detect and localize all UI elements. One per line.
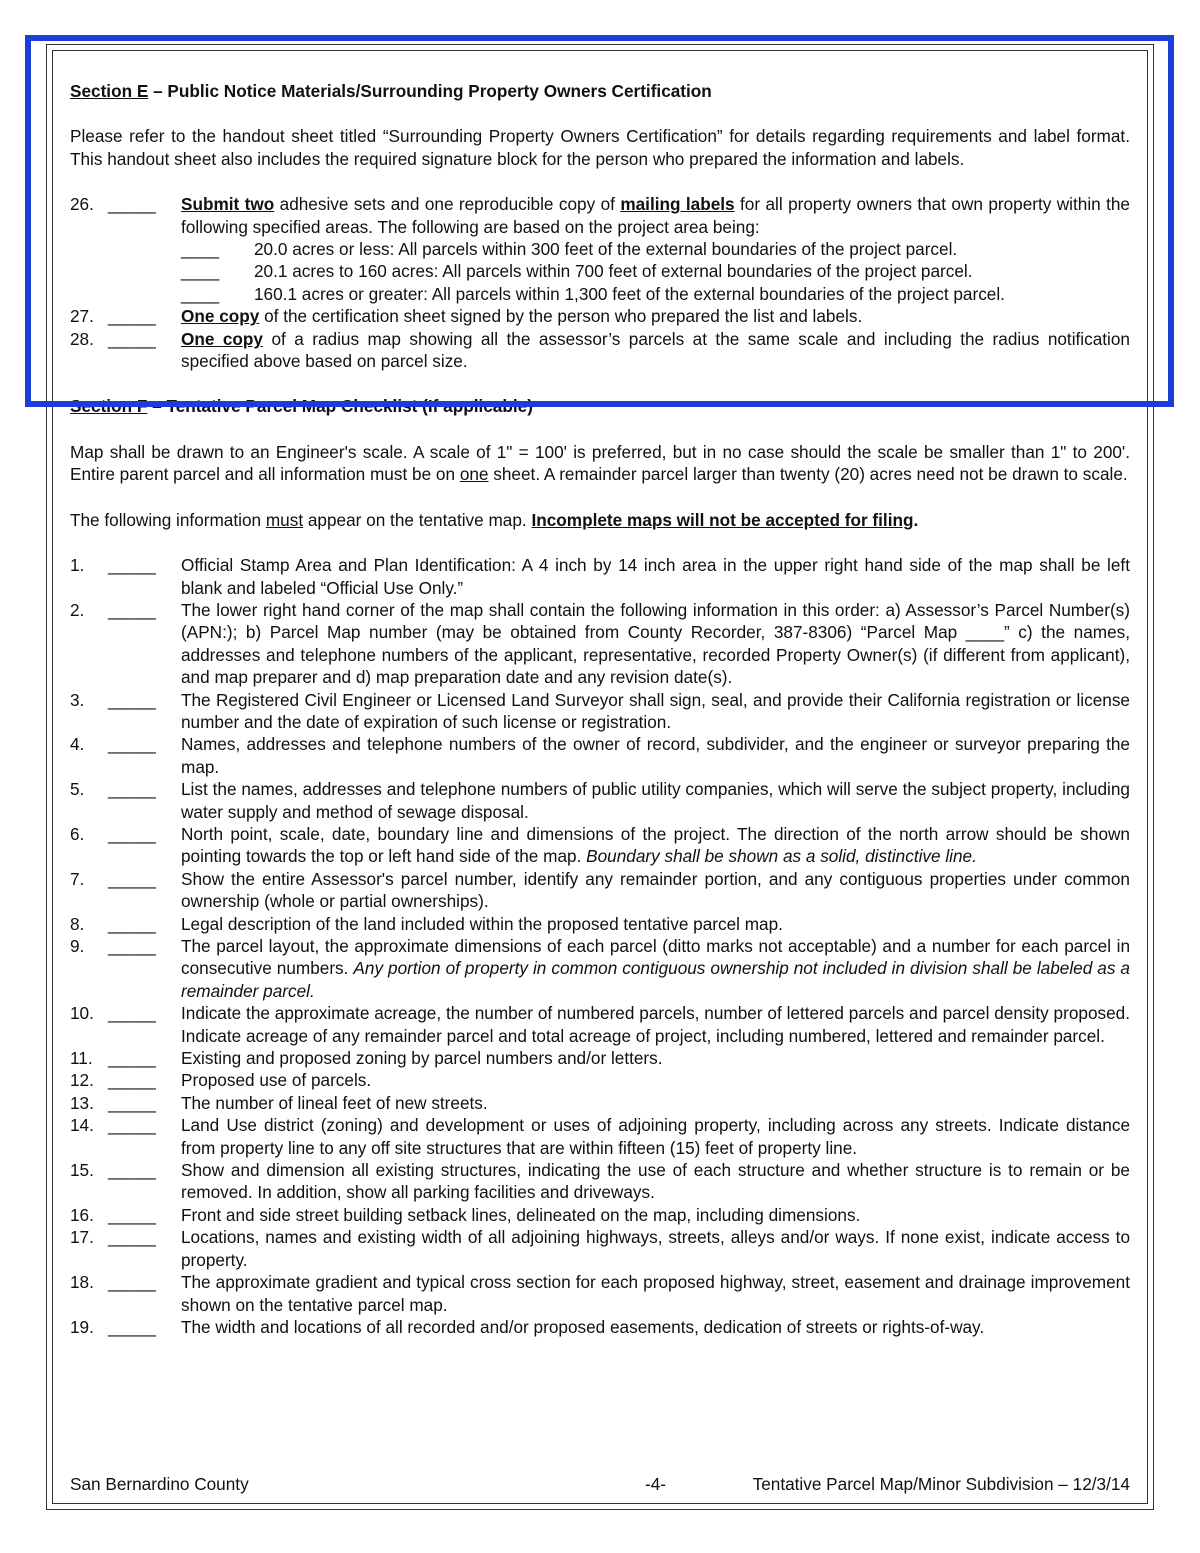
check-blank[interactable]: _____ [108,734,156,755]
option-text: 20.0 acres or less: All parcels within 300 feet of the external boundaries of the project parcel. [254,239,958,260]
item-number: 2. [70,599,85,620]
check-blank[interactable]: _____ [108,913,156,934]
item-number: 12. [70,1070,94,1091]
check-blank[interactable]: _____ [108,1092,156,1113]
intro-text: Map shall be drawn to an Engineer's scale. A scale of 1" = 100' is preferred, but in no case should the scale be smaller than 1" to 200'. Entire parent parcel and all information must be on [70,441,1130,485]
notice-warning: Incomplete maps will not be accepted for filing [531,509,914,530]
item-text: The approximate gradient and typical cross section for each proposed highway, street, easement and drainage improvement shown on the tentative parcel map. [181,1272,1130,1315]
checklist-item [70,554,1130,599]
section-f-intro [70,441,1130,486]
intro-text-rest: sheet. A remainder parcel larger than twenty (20) acres need not be drawn to scale. [488,464,1128,485]
checklist-item [70,1092,1130,1114]
checklist-item [70,1316,1130,1338]
item-number: 10. [70,1003,94,1024]
item-note: Any portion of property in common contiguous ownership not included in division shall be labeled as a remainder parcel. [181,958,1130,1001]
checklist-item [70,1204,1130,1226]
check-blank[interactable]: _____ [108,1070,156,1091]
item-number: 26. [70,194,94,215]
footer-doc-title: Tentative Parcel Map/Minor Subdivision – 12/3/14 [752,1474,1130,1494]
check-blank[interactable]: _____ [108,1227,156,1248]
check-blank[interactable]: _____ [108,868,156,889]
checklist-item [70,1069,1130,1091]
item-number: 15. [70,1160,94,1181]
item-text: The lower right hand corner of the map shall contain the following information in this order: a) Assessor’s Parcel Number(s) (APN:); b) Parcel Map number (may be obtained from County Recorder, 387-8306) “Parcel Map ____” c) the names, addresses and telephone numbers of the applicant, representative, recorded Property Owner(s) (if different from applicant), and map preparer and d) map preparation date and any revision date(s). [181,599,1130,688]
item-text: The Registered Civil Engineer or Licensed Land Surveyor shall sign, seal, and provide their California registration or license number and the date of expiration of such license or registration. [181,689,1130,732]
section-e-code: Section E [70,81,149,101]
section-f-title: – Tentative Parcel Map Checklist (If applicable) [147,396,533,417]
item-text: Official Stamp Area and Plan Identification: A 4 inch by 14 inch area in the upper right hand side of the map shall be left blank and labeled “Official Use Only.” [181,555,1130,598]
notice-text: The following information [70,509,266,530]
item-text: Locations, names and existing width of all adjoining highways, streets, alleys and/or ways. If none exist, indicate access to property. [181,1227,1130,1270]
check-blank[interactable]: ____ [181,283,220,304]
checklist-item [70,1002,1130,1047]
checklist-item [70,1271,1130,1316]
item-text: Proposed use of parcels. [181,1070,372,1091]
check-blank[interactable]: ____ [181,239,220,260]
item-number: 14. [70,1115,94,1136]
checklist-item [70,1047,1130,1069]
item-number: 5. [70,779,85,800]
page-footer [70,1474,1130,1495]
item-number: 1. [70,555,85,576]
check-blank[interactable]: _____ [108,779,156,800]
item-number: 9. [70,936,85,956]
checklist-item [70,868,1130,913]
option-text: 20.1 acres to 160 acres: All parcels within 700 feet of external boundaries of the project parcel. [254,261,973,282]
item-lead: One copy [181,328,263,349]
item-text: The width and locations of all recorded and/or proposed easements, dedication of streets or rights-of-way. [181,1316,985,1337]
must-notice [70,509,1130,531]
item-number: 13. [70,1092,94,1113]
notice-must: must [265,509,304,530]
section-e-intro: Please refer to the handout sheet titled “Surrounding Property Owners Certification” for details regarding requirements and label format. This handout sheet also includes the required signature block for the person who prepared the information and labels. [70,126,1130,169]
check-blank[interactable]: _____ [108,1048,156,1069]
item-number: 18. [70,1272,94,1293]
item-number: 6. [70,823,85,844]
check-blank[interactable]: _____ [108,1272,156,1293]
section-e-title: – Public Notice Materials/Surrounding Property Owners Certification [148,81,712,101]
item-text: adhesive sets and one reproducible copy of [274,194,621,215]
option-text: 160.1 acres or greater: All parcels within 1,300 feet of the external boundaries of the project parcel. [254,283,1005,304]
check-blank[interactable]: _____ [108,306,156,327]
checklist-item [70,778,1130,823]
item-key: mailing labels [620,194,735,215]
checklist-item [70,935,1130,1002]
check-blank[interactable]: _____ [108,689,156,710]
item-text: Indicate the approximate acreage, the number of numbered parcels, number of lettered parcels and parcel density proposed. Indicate acreage of any remainder parcel and total acreage of project, including numbered, lettered and remainder parcel. [181,1003,1130,1046]
check-blank[interactable]: _____ [108,823,156,844]
check-blank[interactable]: _____ [108,599,156,620]
checklist-item [70,823,1130,868]
intro-emphasis: one [459,464,489,485]
check-blank[interactable]: _____ [108,1160,156,1181]
check-blank[interactable]: _____ [108,194,156,215]
item-text: The parcel layout, the approximate dimensions of each parcel (ditto marks not acceptable) and a number for each parcel in consecutive numbers. [181,936,1130,979]
item-number: 3. [70,689,85,710]
item-text: Legal description of the land included within the proposed tentative parcel map. [181,913,783,934]
item-text: Front and side street building setback lines, delineated on the map, including dimensions. [181,1204,861,1225]
item-number: 7. [70,868,85,889]
notice-text-mid: appear on the tentative map. [303,509,532,530]
check-blank[interactable]: ____ [181,261,220,282]
item-number: 27. [70,306,94,327]
check-blank[interactable]: _____ [108,1003,156,1024]
item-number: 17. [70,1227,94,1248]
checklist-item [70,1114,1130,1159]
item-text: The number of lineal feet of new streets. [181,1092,488,1113]
check-blank[interactable]: _____ [108,328,156,349]
check-blank[interactable]: _____ [108,1115,156,1136]
item-text: of the certification sheet signed by the person who prepared the list and labels. [259,306,863,327]
notice-period: . [913,509,919,530]
check-blank[interactable]: _____ [108,936,156,956]
item-number: 19. [70,1316,94,1337]
checklist-item [70,599,1130,689]
checklist-item [70,913,1130,935]
item-text: Land Use district (zoning) and development or uses of adjoining property, including across any streets. Indicate distance from property line to any off site structures that are within fifteen (15) feet of property line. [181,1115,1130,1158]
item-text-rest: for all property owners that own property within the following specified areas. The following are based on the project area being: [181,194,1130,237]
check-blank[interactable]: _____ [108,1316,156,1337]
item-text: Names, addresses and telephone numbers of the owner of record, subdivider, and the engineer or surveyor preparing the map. [181,734,1130,777]
check-blank[interactable]: _____ [108,555,156,576]
item-text: of a radius map showing all the assessor’s parcels at the same scale and including the radius notification specified above based on parcel size. [181,328,1130,372]
item-number: 16. [70,1204,94,1225]
footer-page-number: -4- [645,1474,667,1494]
item-text: North point, scale, date, boundary line and dimensions of the project. The direction of the north arrow should be shown pointing towards the top or left hand side of the map. [181,823,1130,867]
item-lead: Submit two [181,194,275,215]
checklist-item [70,1226,1130,1271]
item-text: List the names, addresses and telephone numbers of public utility companies, which will serve the subject property, including water supply and method of sewage disposal. [181,779,1130,822]
item-note: Boundary shall be shown as a solid, distinctive line. [586,846,977,867]
section-f-code: Section F [70,396,148,417]
item-text: Show and dimension all existing structures, indicating the use of each structure and whether structure is to remain or be removed. In addition, show all parking facilities and driveways. [181,1160,1130,1203]
item-number: 11. [70,1048,93,1069]
item-text: Show the entire Assessor's parcel number, identify any remainder portion, and any contiguous properties under common ownership (whole or partial ownerships). [181,868,1130,912]
checklist-item [70,1159,1130,1204]
item-text: Existing and proposed zoning by parcel numbers and/or letters. [181,1048,663,1069]
checklist-item [70,689,1130,734]
highlight-box [25,35,1174,407]
footer-county: San Bernardino County [70,1474,249,1494]
item-number: 28. [70,328,94,349]
check-blank[interactable]: _____ [108,1204,156,1225]
item-lead: One copy [181,306,260,327]
item-number: 4. [70,734,85,755]
item-number: 8. [70,913,85,934]
checklist-item [70,733,1130,778]
